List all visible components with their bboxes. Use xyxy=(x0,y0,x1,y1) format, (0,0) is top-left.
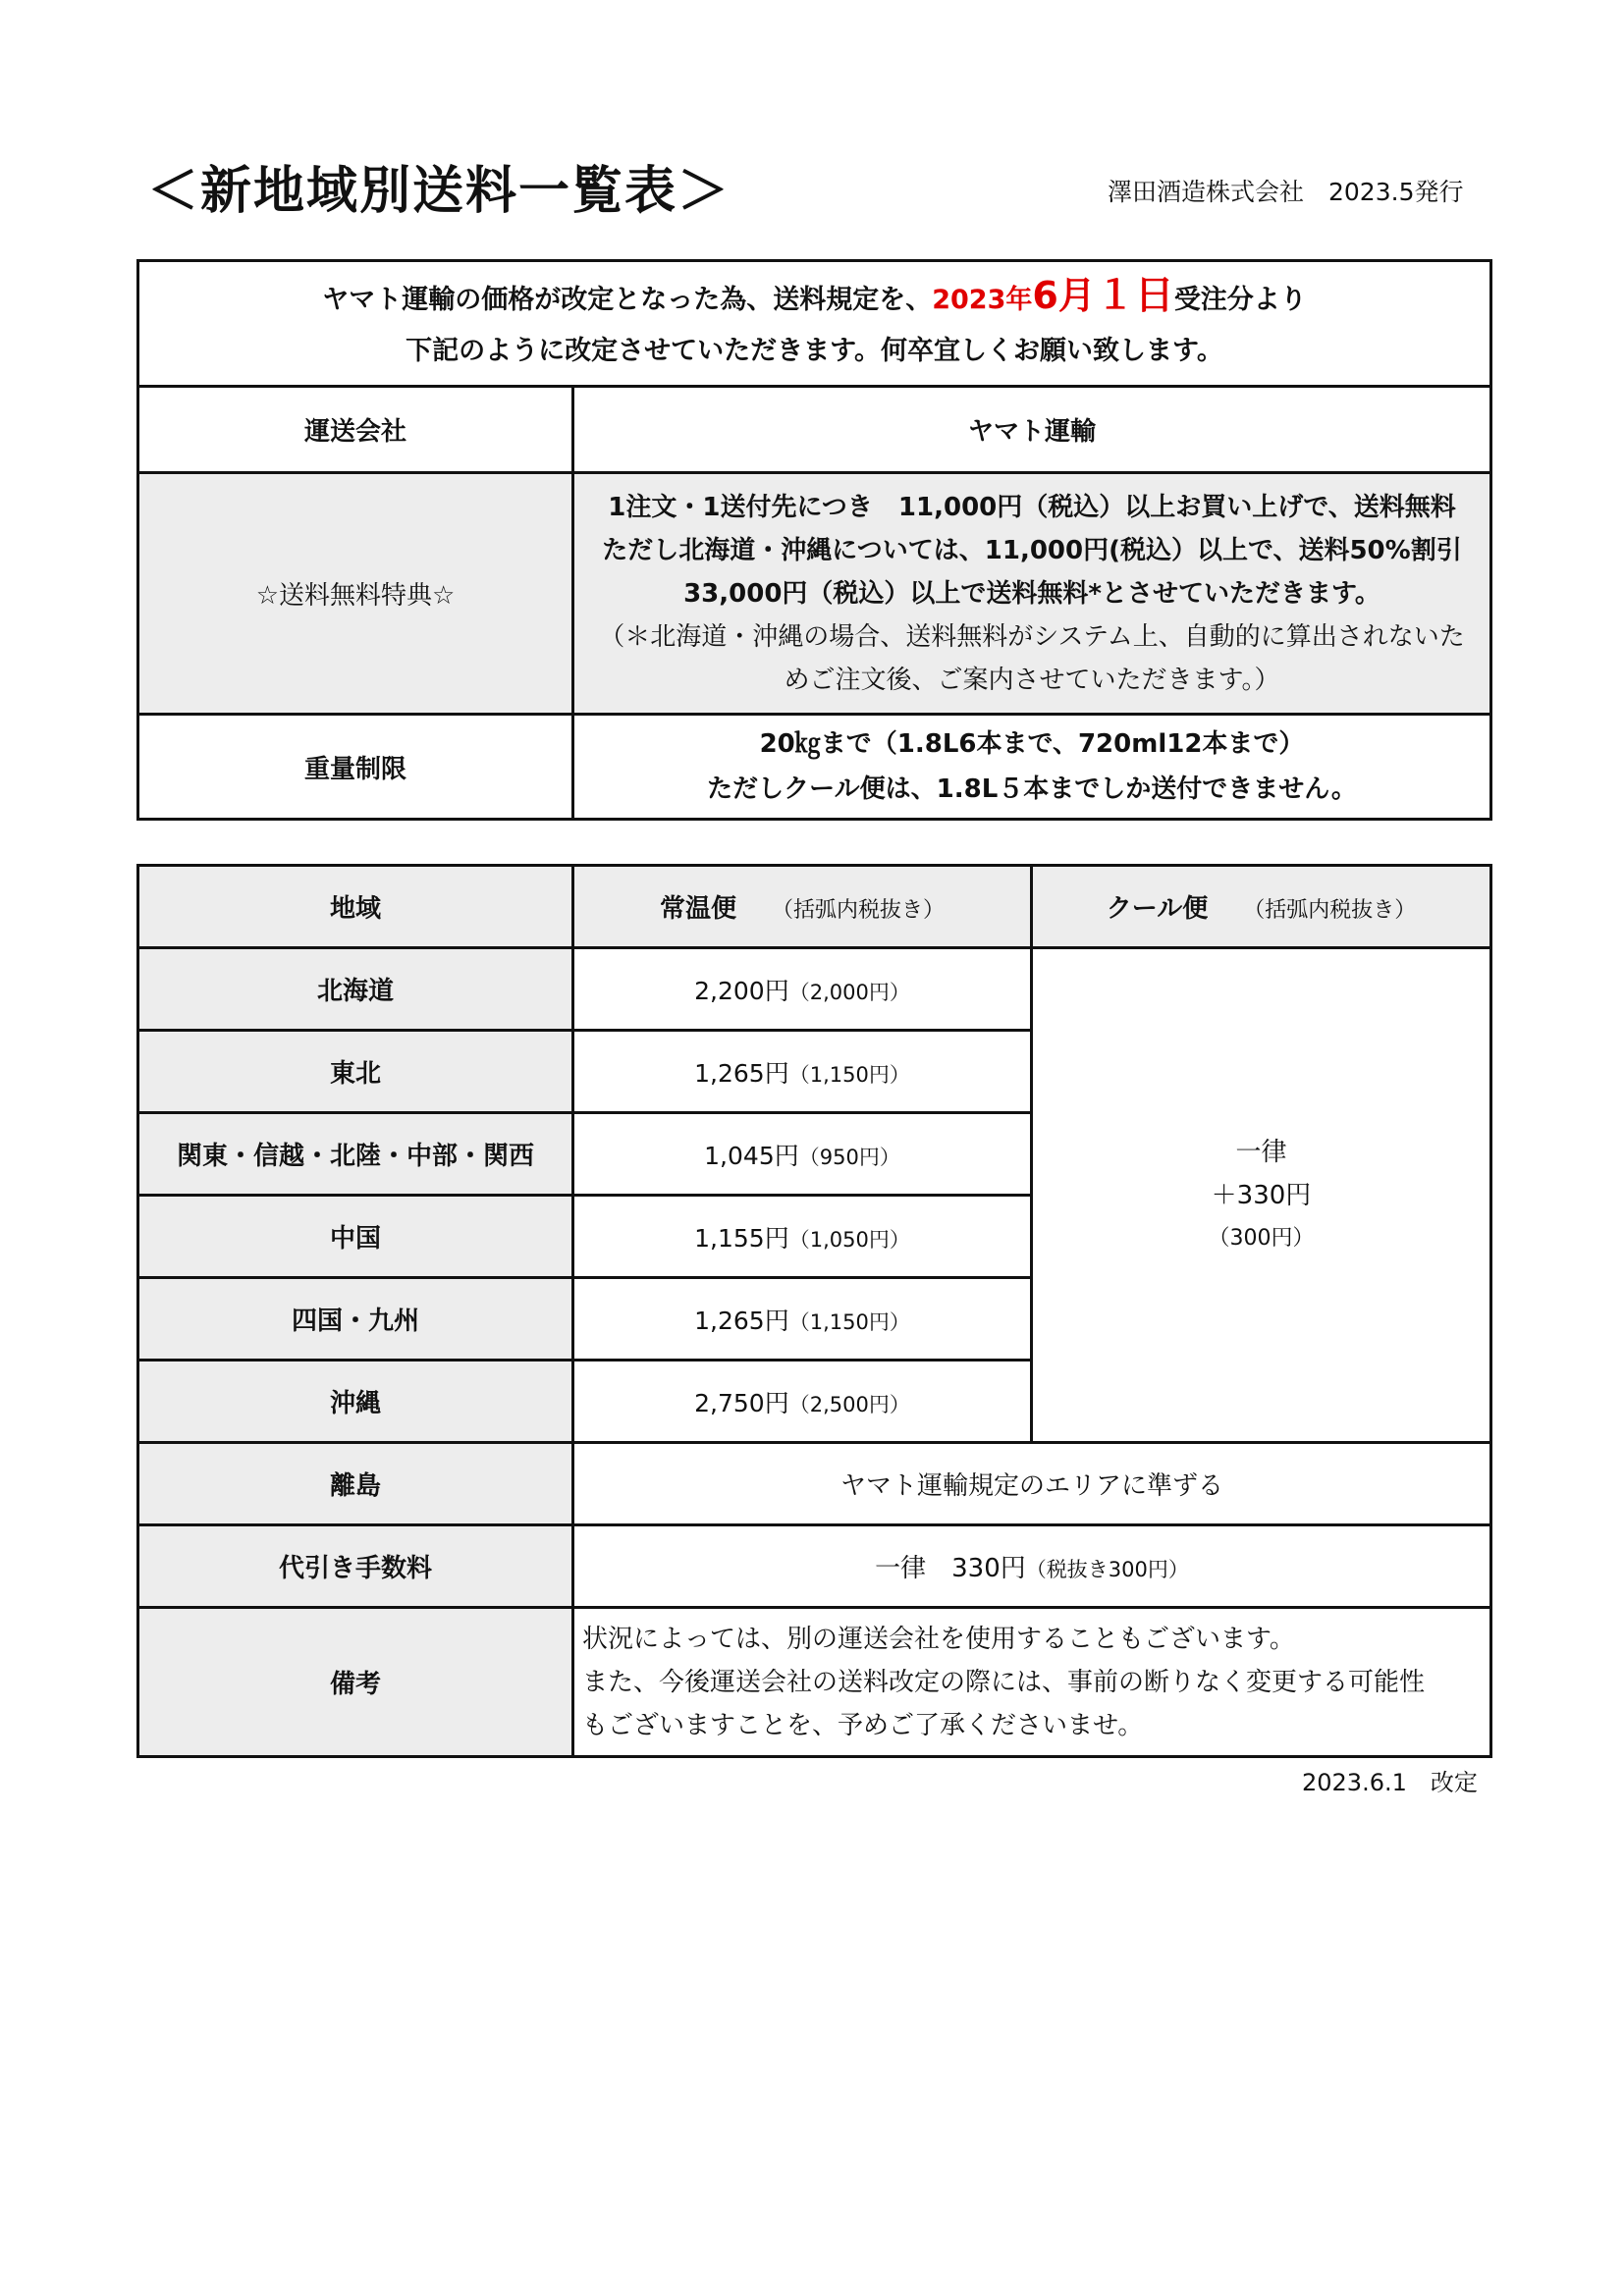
region-cell: 東北 xyxy=(138,1031,573,1113)
header-normal-label: 常温便 xyxy=(659,894,736,924)
price-incl-tax: 1,265円 xyxy=(694,1306,789,1335)
price-excl-tax: （2,000円） xyxy=(788,980,910,1004)
header-cool-note: （括弧内税抜き） xyxy=(1243,898,1417,923)
notice-line-2: 下記のように改定させていただきます。何卒宜しくお願い致します。 xyxy=(406,336,1223,366)
shipping-rates-table xyxy=(136,864,1492,1758)
free-shipping-line: ただし北海道・沖縄については、11,000円(税込）以上で、送料50%割引 xyxy=(602,535,1462,565)
notice-cell xyxy=(138,261,1491,387)
shipping-policy-table xyxy=(136,259,1492,821)
free-shipping-line: 33,000円（税込）以上で送料無料*とさせていただきます。 xyxy=(683,578,1380,609)
price-excl-tax: （1,150円） xyxy=(788,1062,910,1087)
free-shipping-note: （＊北海道・沖縄の場合、送料無料がシステム上、自動的に算出されないた xyxy=(599,621,1465,652)
notice-line-1-suffix: 受注分より xyxy=(1173,285,1307,315)
price-incl-tax: 1,265円 xyxy=(694,1058,789,1088)
island-value: ヤマト運輸規定のエリアに準ずる xyxy=(573,1443,1491,1525)
table-row xyxy=(138,1443,1491,1525)
cod-fee-label: 代引き手数料 xyxy=(138,1525,573,1608)
weight-limit-line: ただしクール便は、1.8L５本までしか送付できません。 xyxy=(707,774,1357,804)
price-excl-tax: （950円） xyxy=(798,1145,900,1169)
cod-fee-value xyxy=(573,1525,1491,1608)
free-shipping-note: めご注文後、ご案内させていただきます。） xyxy=(784,665,1280,695)
carrier-label: 運送会社 xyxy=(138,387,573,473)
notice-date-year: 2023年 xyxy=(932,285,1033,315)
price-cell xyxy=(573,1196,1032,1278)
publisher-info: 澤田酒造株式会社 2023.5発行 xyxy=(1108,178,1464,206)
header-normal-note: （括弧内税抜き） xyxy=(772,898,946,923)
header-normal xyxy=(573,866,1032,948)
remarks-line: また、今後運送会社の送料改定の際には、事前の断りなく変更する可能性 xyxy=(582,1667,1426,1697)
price-incl-tax: 2,750円 xyxy=(694,1388,789,1417)
notice-line-1 xyxy=(139,270,1489,326)
cool-rate-line: 一律 xyxy=(1235,1137,1287,1167)
price-incl-tax: 1,045円 xyxy=(704,1141,799,1170)
price-excl-tax: （1,050円） xyxy=(788,1227,910,1252)
price-cell xyxy=(573,1278,1032,1361)
notice-date-month: 6月 xyxy=(1032,274,1096,317)
remarks-line: もございますことを、予めご了承くださいませ。 xyxy=(582,1710,1144,1740)
island-label: 離島 xyxy=(138,1443,573,1525)
remarks-label: 備考 xyxy=(138,1608,573,1757)
cool-rate-cell xyxy=(1032,948,1491,1443)
region-cell: 北海道 xyxy=(138,948,573,1031)
table-row xyxy=(138,1608,1491,1757)
price-incl-tax: 1,155円 xyxy=(694,1223,789,1253)
carrier-value: ヤマト運輸 xyxy=(573,387,1491,473)
cool-rate-excl-tax: （300円） xyxy=(1208,1225,1315,1251)
cod-fee-amount: 一律 330円 xyxy=(875,1554,1026,1583)
notice-date-day: １日 xyxy=(1095,273,1174,318)
header-cool-label: クール便 xyxy=(1106,894,1209,924)
free-shipping-label: ☆送料無料特典☆ xyxy=(138,473,573,715)
header-region: 地域 xyxy=(138,866,573,948)
free-shipping-line: 1注文・1送付先につき 11,000円（税込）以上お買い上げで、送料無料 xyxy=(608,492,1456,522)
weight-limit-label: 重量制限 xyxy=(138,715,573,820)
region-cell: 関東・信越・北陸・中部・関西 xyxy=(138,1113,573,1196)
table-row xyxy=(138,948,1491,1031)
weight-limit-details xyxy=(573,715,1491,820)
region-cell: 中国 xyxy=(138,1196,573,1278)
price-cell xyxy=(573,1113,1032,1196)
table-row xyxy=(138,1525,1491,1608)
notice-line-1-prefix: ヤマト運輸の価格が改定となった為、送料規定を、 xyxy=(322,285,933,315)
remarks-line: 状況によっては、別の運送会社を使用することもございます。 xyxy=(582,1624,1295,1654)
price-cell xyxy=(573,1031,1032,1113)
price-excl-tax: （1,150円） xyxy=(788,1309,910,1334)
header-cool xyxy=(1032,866,1491,948)
region-cell: 沖縄 xyxy=(138,1361,573,1443)
revision-date: 2023.6.1 改定 xyxy=(1302,1769,1478,1796)
price-incl-tax: 2,200円 xyxy=(694,976,789,1005)
weight-limit-line: 20㎏まで（1.8L6本まで、720ml12本まで） xyxy=(759,729,1305,759)
region-cell: 四国・九州 xyxy=(138,1278,573,1361)
cool-rate-line: ＋330円 xyxy=(1211,1180,1312,1210)
price-cell xyxy=(573,948,1032,1031)
cod-fee-note: （税抜き300円） xyxy=(1025,1558,1189,1581)
remarks-text xyxy=(573,1608,1491,1757)
price-excl-tax: （2,500円） xyxy=(788,1392,910,1416)
free-shipping-details xyxy=(573,473,1491,715)
price-cell xyxy=(573,1361,1032,1443)
page-title: ＜新地域別送料一覧表＞ xyxy=(147,162,731,221)
